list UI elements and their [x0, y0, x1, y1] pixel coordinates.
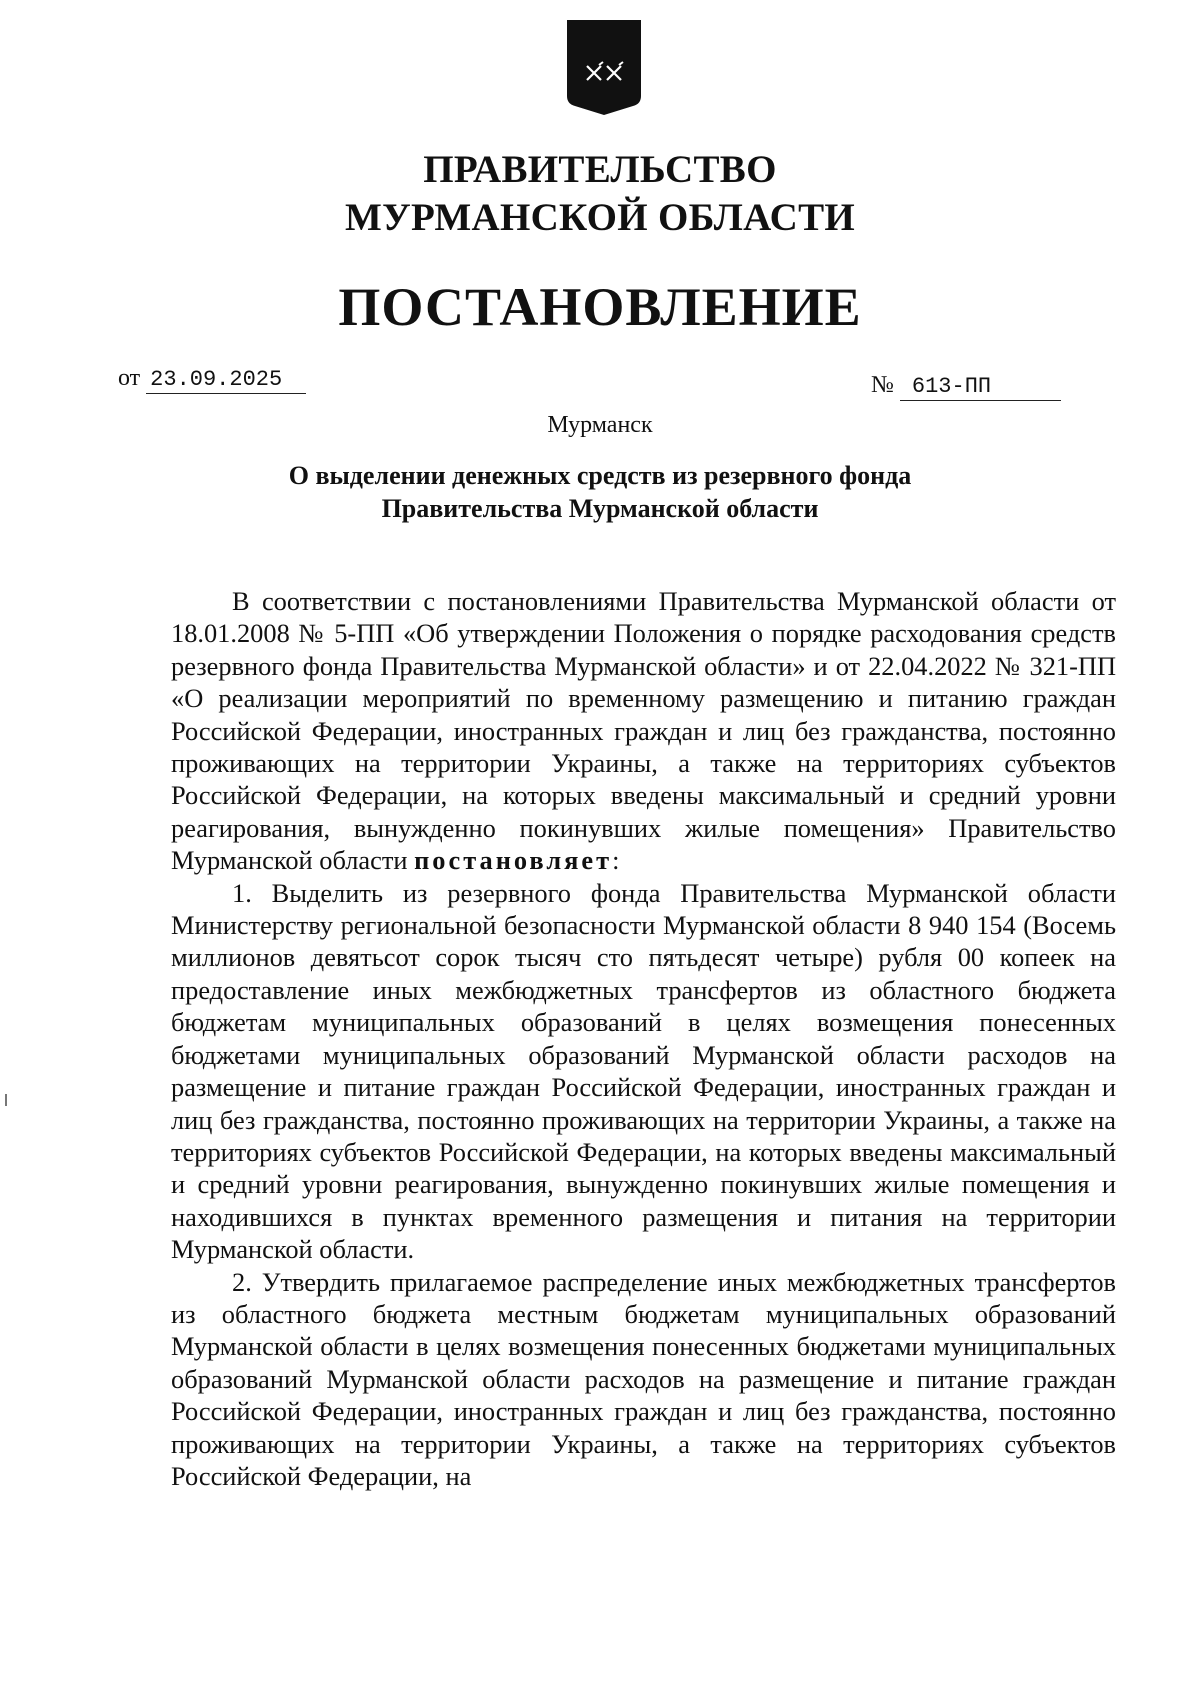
preamble-paragraph — [171, 585, 1116, 877]
subject-title-line2: Правительства Мурманской области — [381, 494, 819, 523]
clause-2-paragraph: 2. Утвердить прилагаемое распределение иных межбюджетных трансфертов из областного бюджета местным бюджетам муниципальных образований Мурманской области в целях возмещения понесенных бюджетами муниципальных образований Мурманской области расходов на размещение и питание граждан Российской Федерации, иностранных граждан и лиц без гражданства, постоянно проживающих на территории Украины, а также на территориях субъектов Российской Федерации, на — [171, 1266, 1116, 1491]
government-title-line2: МУРМАНСКОЙ ОБЛАСТИ — [344, 196, 856, 239]
document-body — [171, 585, 1116, 1492]
decree-colon: : — [612, 845, 620, 876]
clause-1-paragraph: 1. Выделить из резервного фонда Правительства Мурманской области Министерству региональной безопасности Мурманской области 8 940 154 (Восемь миллионов девятьсот сорок тысяч сто пятьдесят четыре) рубля 00 копеек на предоставление иных межбюджетных трансфертов из областного бюджета бюджетам муниципальных образований в целях возмещения понесенных бюджетами муниципальных образований Мурманской области расходов на размещение и питание граждан Российской Федерации, иностранных граждан и лиц без гражданства, постоянно проживающих на территории Украины, а также на территориях субъектов Российской Федерации, на которых введены максимальный и средний уровни реагирования, вынужденно покинувших жилые помещения и находившихся в пунктах временного размещения и питания на территории Мурманской области. — [171, 877, 1116, 1265]
city-name: Мурманск — [547, 412, 653, 438]
date-row — [118, 363, 306, 394]
decree-word: постановляет — [414, 845, 613, 876]
coat-of-arms-icon — [565, 18, 643, 118]
number-row — [871, 370, 1061, 401]
date-prefix: от — [118, 365, 141, 391]
document-type-title: ПОСТАНОВЛЕНИЕ — [338, 277, 862, 337]
subject-title-line1: О выделении денежных средств из резервного фонда — [288, 461, 912, 490]
coat-of-arms-emblem — [565, 18, 643, 118]
government-title-line1: ПРАВИТЕЛЬСТВО — [423, 148, 777, 191]
document-date: 23.09.2025 — [146, 367, 306, 394]
preamble-text: В соответствии с постановлениями Правительства Мурманской области от 18.01.2008 № 5-ПП «Об утверждении Положения о порядке расходования средств резервного фонда Правительства Мурманской области» и от 22.04.2022 № 321-ПП «О реализации мероприятий по временному размещению и питанию граждан Российской Федерации, иностранных граждан и лиц без гражданства, постоянно проживающих на территории Украины, а также на территориях субъектов Российской Федерации, на которых введены максимальный и средний уровни реагирования, вынужденно покинувших жилые помещения» Правительство Мурманской области — [171, 586, 1116, 876]
document-number: 613-ПП — [900, 374, 1061, 401]
scan-margin-mark — [5, 1094, 7, 1106]
number-prefix: № — [871, 372, 894, 398]
